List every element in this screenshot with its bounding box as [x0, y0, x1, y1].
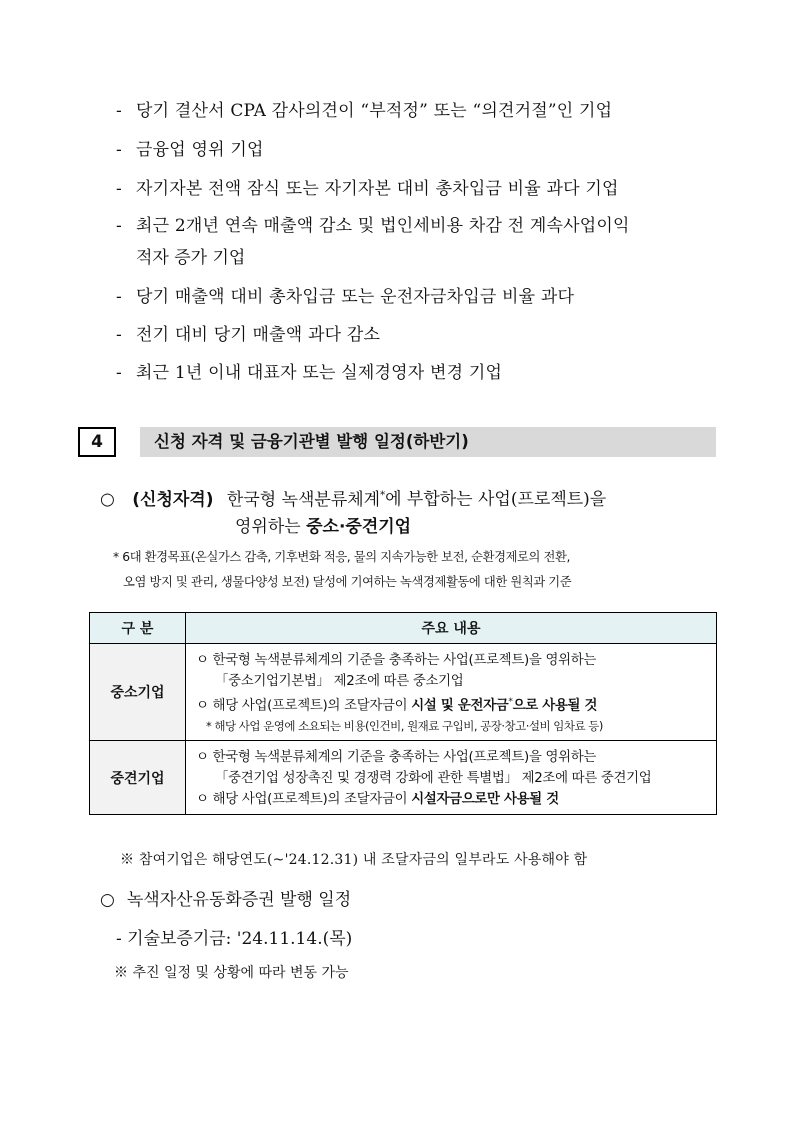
row-content-sme: ㅇ 한국형 녹색분류체계의 기준을 충족하는 사업(프로젝트)을 영위하는 「중소기업기본법」 제2조에 따른 중소기업 ㅇ 해당 사업(프로젝트)의 조달자금이 시설 및 운전자금*으로 사용될 것 * 해당 사업 운영에 소요되는 비용(인건비, 원재료 구입비, 공장·창고·설비 임차료 등) — [186, 644, 717, 741]
eligibility-text: 한국형 녹색분류체계 — [226, 489, 381, 510]
schedule-heading: ○ 녹색자산유동화증권 발행 일정 — [100, 890, 352, 910]
list-item: - 최근 1년 이내 대표자 또는 실제경영자 변경 기업 — [116, 363, 503, 383]
row-category-midsize: 중견기업 — [90, 741, 186, 815]
section-title-bar — [140, 427, 716, 457]
eligibility-line-2: 영위하는 중소·중견기업 — [235, 517, 412, 537]
list-item: - 금융업 영위 기업 — [116, 140, 264, 160]
footnote-marker: * — [380, 490, 386, 501]
schedule-item: - 기술보증기금: '24.11.14.(목) — [116, 929, 353, 949]
section-header — [78, 427, 718, 461]
header-category: 구 분 — [90, 613, 186, 644]
header-content: 주요 내용 — [186, 613, 717, 644]
list-item-continuation: 적자 증가 기업 — [136, 248, 246, 268]
table-row — [90, 741, 717, 815]
eligibility-label: (신청자격) — [132, 489, 214, 510]
list-item: - 전기 대비 당기 매출액 과다 감소 — [116, 325, 381, 345]
eligibility-note-line-1: * 6대 환경목표(온실가스 감축, 기후변화 적응, 물의 지속가능한 보전, 순환경제로의 전환, — [113, 550, 570, 564]
list-item: - 당기 결산서 CPA 감사의견이 “부적정” 또는 “의견거절”인 기업 — [116, 101, 613, 121]
table-footnote: ※ 참여기업은 해당연도(~'24.12.31) 내 조달자금의 일부라도 사용해야 함 — [120, 852, 588, 868]
circle-bullet: ○ — [100, 489, 115, 510]
list-item: - 당기 매출액 대비 총차입금 또는 운전자금차입금 비율 과다 — [116, 287, 575, 307]
section-number: 4 — [78, 427, 116, 457]
schedule-note: ※ 추진 일정 및 상황에 따라 변동 가능 — [114, 965, 349, 981]
row-content-midsize: ㅇ 한국형 녹색분류체계의 기준을 충족하는 사업(프로젝트)을 영위하는 「중견기업 성장촉진 및 경쟁력 강화에 관한 특별법」 제2조에 따른 중견기업 ㅇ 해당 사업(프로젝트)의 조달자금이 시설자금으로만 사용될 것 — [186, 741, 717, 815]
list-item: - 최근 2개년 연속 매출액 감소 및 법인세비용 차감 전 계속사업이익 — [116, 216, 630, 236]
section-title: 신청 자격 및 금융기관별 발행 일정(하반기) — [154, 432, 469, 451]
eligibility-line-1 — [100, 483, 606, 513]
table-header-row — [90, 613, 717, 644]
row-category-sme: 중소기업 — [90, 644, 186, 741]
eligibility-note-line-2: 오염 방지 및 관리, 생물다양성 보전) 달성에 기여하는 녹색경제활동에 대한 원칙과 기준 — [123, 575, 572, 589]
eligibility-text-2: 에 부합하는 사업(프로젝트)을 — [385, 489, 607, 510]
list-item: - 자기자본 전액 잠식 또는 자기자본 대비 총차입금 비율 과다 기업 — [116, 179, 619, 199]
criteria-table — [89, 612, 717, 815]
eligibility-target: 중소·중견기업 — [306, 517, 412, 537]
table-row — [90, 644, 717, 741]
